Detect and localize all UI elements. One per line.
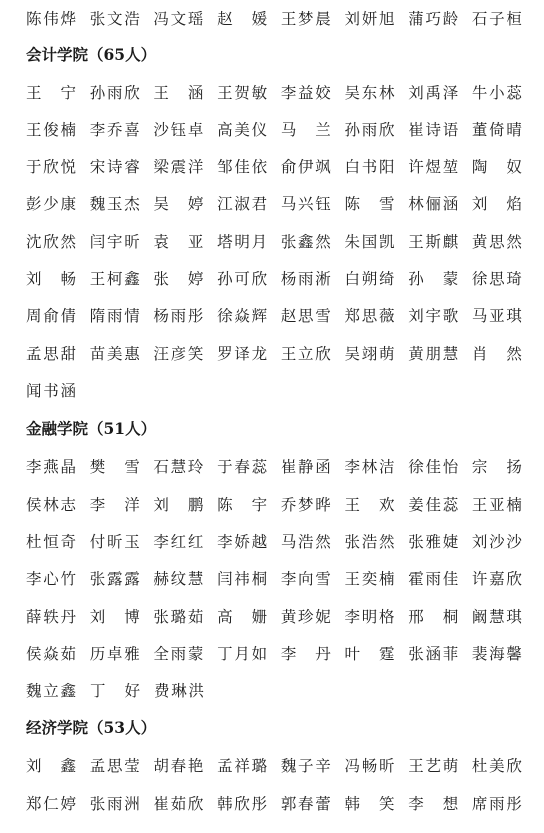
student-name: 孙雨欣 [344,121,395,139]
student-name: 王 欢 [344,496,395,514]
student-name: 马兴钰 [280,195,331,213]
student-name: 刘妍旭 [344,10,395,28]
student-name: 吴东林 [344,84,395,102]
student-name: 张涵菲 [408,645,459,663]
name-row [26,607,522,627]
student-name: 高 姗 [217,608,268,626]
student-name: 全雨蒙 [153,645,204,663]
student-name: 王梦晨 [280,10,331,28]
student-name: 邢 桐 [408,608,459,626]
student-name: 乔梦晔 [280,496,331,514]
name-row [26,681,522,701]
student-name: 王艺萌 [408,757,459,775]
student-name: 陈伟烨 [26,10,76,28]
name-row [26,120,522,140]
student-name: 丁 好 [90,682,140,700]
student-name: 白朔绮 [344,270,395,288]
name-row [26,794,522,814]
student-name: 林俪涵 [408,195,459,213]
name-row [26,344,522,364]
student-name: 沈欣然 [26,233,76,251]
student-name: 杜美欣 [471,757,522,775]
student-name: 韩 笑 [344,795,395,813]
student-name: 黄珍妮 [280,608,331,626]
student-name: 蒲巧龄 [408,10,459,28]
student-name: 李林洁 [344,458,395,476]
student-name: 许煜堃 [408,158,459,176]
student-name: 孙雨欣 [89,84,140,102]
student-name: 白书阳 [344,158,395,176]
student-name: 刘沙沙 [471,533,522,551]
section-heading-accounting: 会计学院（65人） [26,45,157,64]
student-name: 侯林志 [26,496,76,514]
student-name: 黄思然 [471,233,522,251]
student-name: 赵 媛 [217,10,268,28]
name-row [26,569,522,589]
student-name: 朱国凯 [344,233,395,251]
student-name: 王 宁 [26,84,76,102]
student-name: 李红红 [153,533,204,551]
student-name: 彭少康 [26,195,76,213]
student-name: 张露露 [89,570,140,588]
student-name: 李向雪 [280,570,331,588]
student-name: 冯文瑶 [153,10,204,28]
student-name: 周俞倩 [26,307,76,325]
name-row [26,306,522,326]
student-name: 李乔喜 [89,121,140,139]
student-name: 王俊楠 [26,121,76,139]
student-name: 梁震洋 [153,158,204,176]
student-name: 李 洋 [89,496,140,514]
student-name: 王柯鑫 [89,270,140,288]
student-name: 陈 宇 [217,496,268,514]
student-name: 赫纹慧 [153,570,204,588]
student-name: 赵思雪 [280,307,331,325]
student-name: 江淑君 [217,195,268,213]
student-name: 王奕楠 [344,570,395,588]
student-name: 刘 博 [89,608,140,626]
student-name: 刘禹泽 [408,84,459,102]
student-name: 裴海馨 [471,645,522,663]
student-name: 邹佳依 [217,158,268,176]
student-name: 石子桓 [471,10,522,28]
student-name: 张鑫然 [280,233,331,251]
student-name: 刘宇歌 [408,307,459,325]
student-name: 刘 畅 [26,270,76,288]
student-name: 历卓雅 [89,645,140,663]
student-name: 孟祥璐 [217,757,268,775]
student-name: 薛轶丹 [26,608,76,626]
student-name: 石慧玲 [153,458,204,476]
student-name: 张文浩 [89,10,140,28]
student-name: 侯焱茹 [26,645,76,663]
name-row [26,457,522,477]
student-name: 叶 霆 [344,645,395,663]
student-name: 杨雨淅 [280,270,331,288]
student-name: 王亚楠 [471,496,522,514]
student-name: 姜佳蕊 [408,496,459,514]
student-name: 马浩然 [280,533,331,551]
student-name: 崔茹欣 [153,795,204,813]
student-name: 李 丹 [280,645,331,663]
name-row [26,532,522,552]
student-name: 俞伊飒 [280,158,331,176]
student-name: 王贺敏 [217,84,268,102]
student-name: 孙 蒙 [408,270,459,288]
student-name: 沙钰卓 [153,121,204,139]
student-name: 罗译龙 [217,345,268,363]
student-name: 杨雨彤 [153,307,204,325]
student-name: 于欣悦 [26,158,76,176]
student-name: 孙可欣 [217,270,268,288]
student-name: 吴翊萌 [344,345,395,363]
student-name: 刘 鹏 [153,496,204,514]
student-name: 张雨洲 [89,795,140,813]
student-name: 韩欣彤 [217,795,268,813]
student-name: 陶 奴 [471,158,522,176]
student-name: 高美仪 [217,121,268,139]
student-name: 闻书涵 [26,382,76,400]
student-name: 张浩然 [344,533,395,551]
name-row [26,756,522,776]
section-heading-finance: 金融学院（51人） [26,419,157,438]
student-name: 黄朋慧 [408,345,459,363]
name-row [26,232,522,252]
student-name: 吴 婷 [153,195,204,213]
student-name: 霍雨佳 [408,570,459,588]
student-name: 王 涵 [153,84,204,102]
student-name: 马亚琪 [471,307,522,325]
student-name: 冯畅昕 [344,757,395,775]
student-name: 陈 雪 [344,195,395,213]
name-row [26,269,522,289]
student-name: 宗 扬 [471,458,522,476]
student-name: 徐焱辉 [217,307,268,325]
student-name: 张璐茹 [153,608,204,626]
student-name: 丁月如 [217,645,268,663]
student-name: 郑仁婷 [26,795,76,813]
student-name: 阚慧琪 [471,608,522,626]
student-name: 李燕晶 [26,458,76,476]
student-name: 肖 然 [471,345,522,363]
student-name: 汪彦笑 [153,345,204,363]
student-name: 李益姣 [280,84,331,102]
name-row [26,83,522,103]
student-name: 张 婷 [153,270,204,288]
student-name: 胡春艳 [153,757,204,775]
student-name: 郭春蕾 [280,795,331,813]
student-name: 王斯麒 [408,233,459,251]
student-name: 李心竹 [26,570,76,588]
student-name: 崔诗语 [408,121,459,139]
student-name: 魏玉杰 [89,195,140,213]
student-name: 樊 雪 [89,458,140,476]
student-name: 徐佳怡 [408,458,459,476]
student-name: 杜恒奇 [26,533,76,551]
student-name: 袁 亚 [153,233,204,251]
section-heading-economics: 经济学院（53人） [26,718,157,737]
student-name: 席雨彤 [471,795,522,813]
student-name: 马 兰 [280,121,331,139]
student-name: 付昕玉 [89,533,140,551]
student-name: 魏子辛 [280,757,331,775]
student-name: 孟思莹 [89,757,140,775]
name-row [26,644,522,664]
student-name: 苗美惠 [89,345,140,363]
name-row [26,9,522,29]
student-name: 刘 焰 [471,195,522,213]
student-name: 闫祎桐 [217,570,268,588]
student-name: 闫宇昕 [89,233,140,251]
student-name: 隋雨情 [89,307,140,325]
student-name: 崔静函 [280,458,331,476]
student-name: 李 想 [408,795,459,813]
student-name: 刘 鑫 [26,757,76,775]
student-name: 费琳洪 [154,682,204,700]
student-name: 董倚晴 [471,121,522,139]
student-name: 魏立鑫 [26,682,76,700]
student-name: 孟思甜 [26,345,76,363]
student-name: 宋诗睿 [89,158,140,176]
student-name: 徐思琦 [471,270,522,288]
name-row [26,194,522,214]
student-name: 许嘉欣 [471,570,522,588]
student-name: 牛小蕊 [471,84,522,102]
student-name: 李明格 [344,608,395,626]
name-row [26,495,522,515]
student-name: 郑思薇 [344,307,395,325]
student-name: 张雅婕 [408,533,459,551]
student-name: 王立欣 [280,345,331,363]
name-row [26,157,522,177]
student-name: 于春蕊 [217,458,268,476]
name-row [26,381,522,401]
student-name: 李娇越 [217,533,268,551]
student-name: 塔明月 [217,233,268,251]
